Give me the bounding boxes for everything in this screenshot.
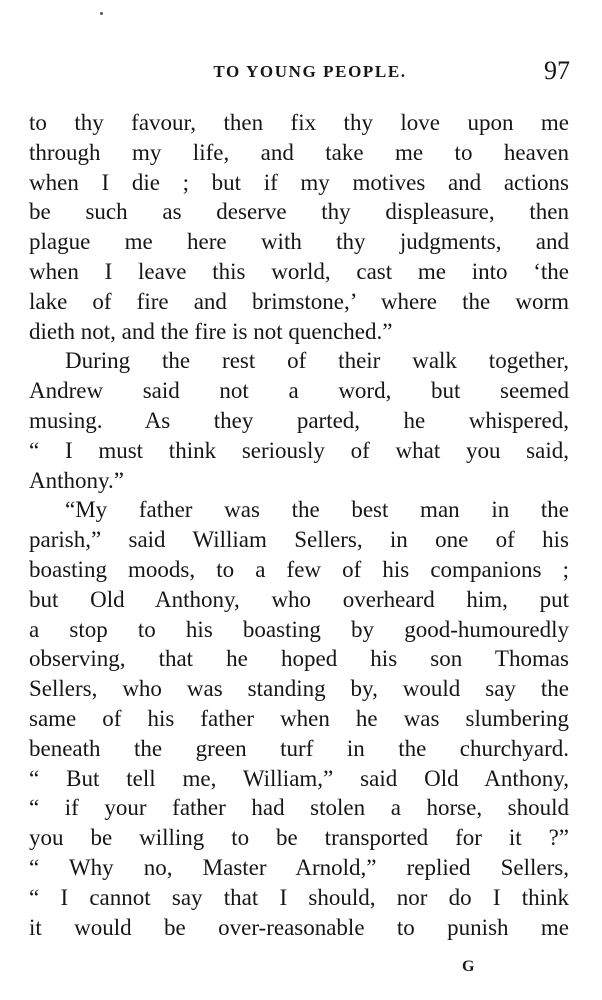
- text-line: through my life, and take me to heaven: [29, 139, 569, 165]
- text-line: Andrew said not a word, but seemed: [29, 378, 569, 404]
- text-line: a stop to his boasting by good-humouredly: [29, 616, 569, 642]
- text-line: “ I cannot say that I should, nor do I think: [29, 884, 569, 910]
- text-line: musing. As they parted, he whispered,: [29, 407, 569, 433]
- running-head: [28, 56, 572, 90]
- text-line: Anthony.”: [29, 467, 124, 493]
- text-line: plague me here with thy judgments, and: [29, 229, 569, 255]
- text-line: when I leave this world, cast me into ‘the: [29, 258, 569, 284]
- text-line: “ But tell me, William,” said Old Anthony,: [29, 765, 569, 791]
- text-line: beneath the green turf in the churchyard.: [29, 735, 569, 761]
- text-line: “ if your father had stolen a horse, should: [29, 795, 569, 821]
- signature-mark: G: [462, 958, 475, 975]
- text-line: observing, that he hoped his son Thomas: [29, 646, 569, 672]
- text-line: but Old Anthony, who overheard him, put: [29, 586, 569, 612]
- text-line: when I die ; but if my motives and actions: [29, 169, 569, 195]
- ink-speck: [100, 12, 103, 15]
- text-line: boasting moods, to a few of his companions ;: [29, 556, 569, 582]
- text-line: “ I must think seriously of what you said,: [29, 437, 569, 463]
- text-line: During the rest of their walk together,: [65, 348, 569, 374]
- text-line: be such as deserve thy displeasure, then: [29, 199, 569, 225]
- text-line: same of his father when he was slumbering: [29, 705, 569, 731]
- body-text: [29, 108, 569, 942]
- running-head-title: TO YOUNG PEOPLE.: [213, 62, 407, 81]
- text-line: it would be over-reasonable to punish me: [29, 914, 569, 940]
- text-line: “My father was the best man in the: [65, 497, 569, 523]
- text-line: to thy favour, then fix thy love upon me: [29, 110, 569, 135]
- text-line: you be willing to be transported for it ?”: [29, 825, 569, 851]
- text-line: lake of fire and brimstone,’ where the worm: [29, 288, 569, 314]
- text-line: Sellers, who was standing by, would say the: [29, 676, 569, 702]
- text-line: “ Why no, Master Arnold,” replied Sellers,: [29, 854, 569, 880]
- page-number: 97: [544, 56, 570, 85]
- text-line: dieth not, and the fire is not quenched.”: [29, 318, 393, 344]
- text-line: parish,” said William Sellers, in one of his: [29, 527, 569, 553]
